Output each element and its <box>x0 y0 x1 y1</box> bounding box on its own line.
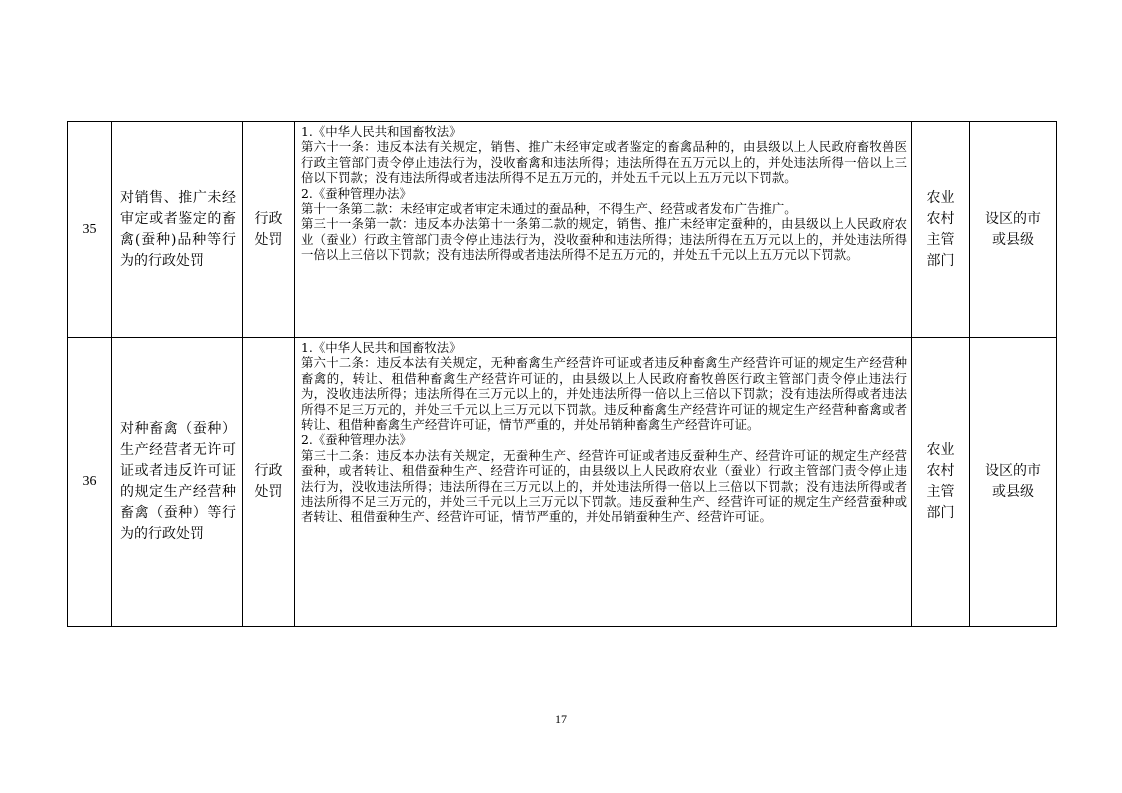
responsible-department <box>912 122 970 338</box>
basis-law-title: 2.《蚕种管理办法》 <box>301 432 412 448</box>
basis-article: 第三十二条：违反本办法有关规定，无蚕种生产、经营许可证或者违反蚕种生产、经营许可证的规定生产经营蚕种，或者转让、租借蚕种生产、经营许可证的，由县级以上人民政府农业（蚕业）行政主管部门责令停止违法行为，没收违法所得；违法所得在三万元以上的，并处违法所得一倍以上三倍以下罚款；没有违法所得或者违法所得不足三万元的，并处三千元以上三万元以下罚款。违反蚕种生产、经营许可证的规定生产经营蚕种或者转让、租借蚕种生产、经营许可证，情节严重的，并处吊销蚕种生产、经营许可证。 <box>301 447 907 525</box>
item-name: 对种畜禽（蚕种）生产经营者无许可证或者违反许可证的规定生产经营种畜禽（蚕种）等行为的行政处罚 <box>112 338 243 627</box>
row-number: 35 <box>68 122 112 338</box>
basis-law-title: 2.《蚕种管理办法》 <box>301 185 412 201</box>
basis-article: 第三十一条第一款：违反本办法第十一条第二款的规定，销售、推广未经审定蚕种的，由县级以上人民政府农业（蚕业）行政主管部门责令停止违法行为，没收蚕种和违法所得；违法所得在五万元以上的，并处违法所得一倍以上三倍以下罚款；没有违法所得或者违法所得不足五万元的，并处五千元以上五万元以下罚款。 <box>301 216 907 263</box>
legal-basis <box>295 122 912 338</box>
item-name: 对销售、推广未经审定或者鉴定的畜禽(蚕种)品种等行为的行政处罚 <box>112 122 243 338</box>
legal-basis <box>295 338 912 627</box>
power-type-line: 处罚 <box>254 231 283 248</box>
basis-article: 第十一条第二款：未经审定或者审定未通过的蚕品种，不得生产、经营或者发布广告推广。 <box>301 201 797 217</box>
table-row <box>68 122 1057 338</box>
department-line: 农业 <box>926 442 955 458</box>
department-line: 部门 <box>926 252 955 269</box>
basis-article: 第六十二条：违反本法有关规定，无种畜禽生产经营许可证或者违反种畜禽生产经营许可证的规定生产经营种畜禽的，转让、租借种畜禽生产经营许可证的，由县级以上人民政府畜牧兽医行政主管部门责令停止违法行为，没收违法所得；违法所得在三万元以上的，并处违法所得一倍以上三倍以下罚款；没有违法所得或者违法所得不足三万元的，并处三千元以上三万元以下罚款。违反种畜禽生产经营许可证的规定生产经营种畜禽或者转让、租借种畜禽生产经营许可证，情节严重的，并处吊销种畜禽生产经营许可证。 <box>301 355 907 433</box>
level-line: 设区的市 <box>985 210 1041 227</box>
department-line: 农业 <box>926 189 955 206</box>
level-line: 或县级 <box>992 231 1034 248</box>
department-line: 主管 <box>926 484 955 500</box>
basis-law-title: 1.《中华人民共和国畜牧法》 <box>301 340 462 355</box>
table-row <box>68 338 1057 627</box>
level-line: 或县级 <box>992 484 1034 500</box>
power-type-line: 行政 <box>254 210 283 227</box>
row-number: 36 <box>68 338 112 627</box>
power-list-table <box>67 121 1057 627</box>
power-type <box>243 338 295 627</box>
department-line: 农村 <box>926 210 955 227</box>
basis-article: 第六十一条：违反本法有关规定，销售、推广未经审定或者鉴定的畜禽品种的，由县级以上人民政府畜牧兽医行政主管部门责令停止违法行为，没收畜禽和违法所得；违法所得在五万元以上的，并处违法所得一倍以上三倍以下罚款；没有违法所得或者违法所得不足五万元的，并处五千元以上五万元以下罚款。 <box>301 139 907 186</box>
implementing-level <box>970 338 1057 627</box>
power-type <box>243 122 295 338</box>
power-type-line: 处罚 <box>254 484 283 500</box>
level-line: 设区的市 <box>985 463 1041 479</box>
responsible-department <box>912 338 970 627</box>
page-number: 17 <box>555 712 567 726</box>
basis-law-title: 1.《中华人民共和国畜牧法》 <box>301 124 462 139</box>
power-type-line: 行政 <box>254 463 283 479</box>
department-line: 农村 <box>926 463 955 479</box>
department-line: 部门 <box>926 505 955 521</box>
implementing-level <box>970 122 1057 338</box>
department-line: 主管 <box>926 231 955 248</box>
